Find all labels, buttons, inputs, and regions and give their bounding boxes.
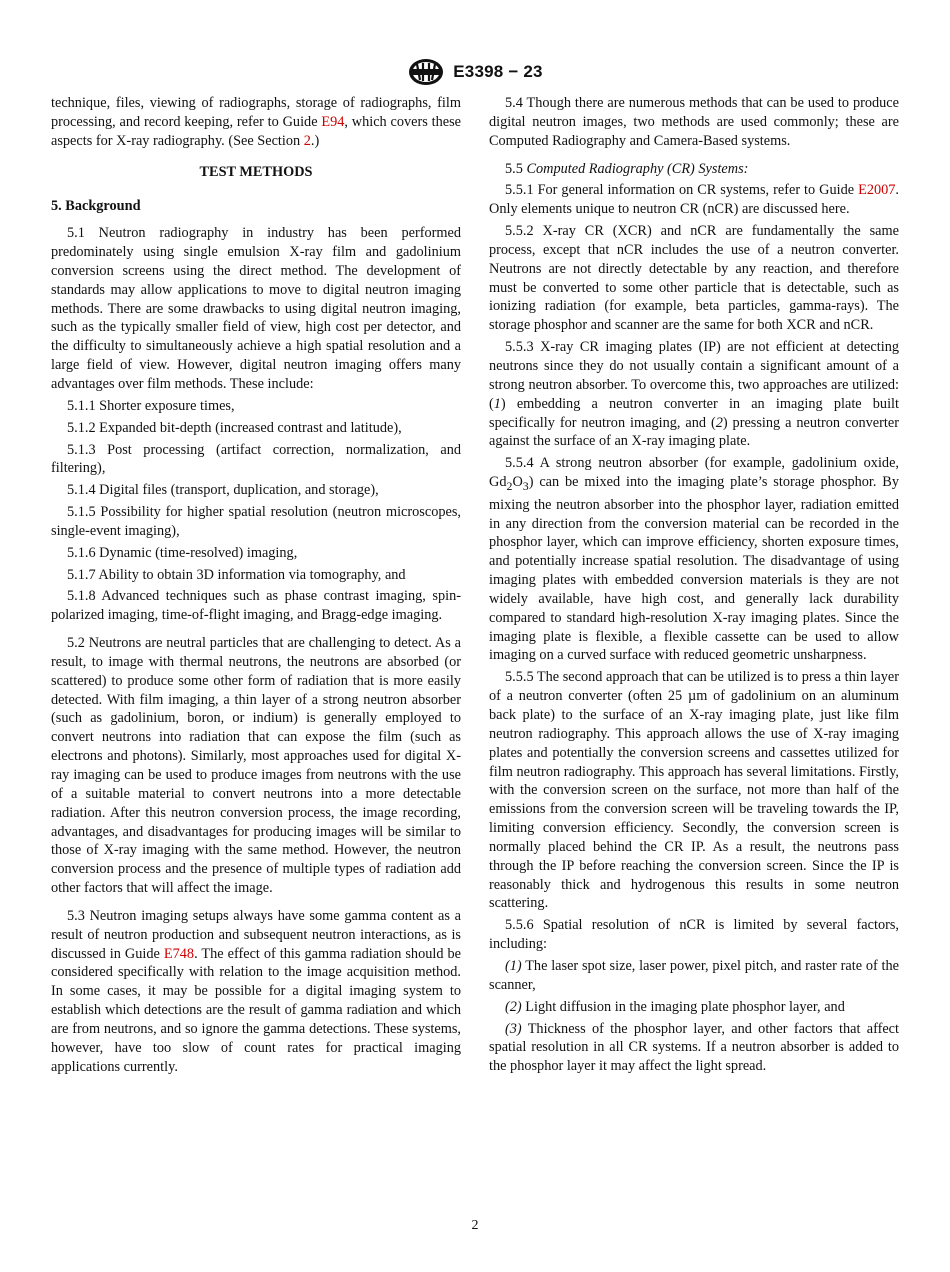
item-5-1-1: 5.1.1 Shorter exposure times, [67, 397, 235, 414]
paragraph-5-4: 5.4 Though there are numerous methods that can be used to produce digital neutron images, two methods are used commonly; these are Computed Radiography and Camera-Based systems. [489, 95, 899, 149]
paragraph-5-5-1: 5.5.1 For general information on CR systems, refer to Guide E2007. Only elements unique to neutron CR (nCR) are discussed here. [489, 182, 899, 218]
list-item-1: (1) The laser spot size, laser power, pixel pitch, and raster rate of the scanner, [489, 957, 899, 993]
item-5-1-6: 5.1.6 Dynamic (time-resolved) imaging, [67, 544, 298, 561]
paragraph-continued: technique, files, viewing of radiographs, storage of radiographs, film processing, and record keeping, refer to Guide E94, which covers these aspects for X-ray radiography. (See Section 2.) [51, 95, 461, 149]
right-column [489, 94, 899, 1079]
page-number: 2 [471, 1218, 479, 1233]
paragraph-5-5-2: 5.5.2 X-ray CR (XCR) and nCR are fundamentally the same process, except that nCR includes the use of a neutron converter. Neutrons are not directly detectable by any reaction, and therefore must be converted to some other particle that is detectable, such as ionizing radiation (for example, beta particles, gamma-rays). The storage phosphor and scanner are the same for both XCR and nCR. [489, 223, 899, 334]
paragraph-5-2: 5.2 Neutrons are neutral particles that are challenging to detect. As a result, to image with thermal neutrons, the neutrons are absorbed (or scattered) to produce some other form of radiation that is more easily detected. With film imaging, a thin layer of a strong neutron absorber (such as gadolinium, boron, or indium) is generally employed to convert neutrons into radiation that can expose the film (such as electrons and photons). Similarly, most approaches used for digital X-ray imaging can be used to produce images from neutrons with the use of a suitable material to convert neutrons into a more detectable radiation. After this neutron conversion process, the image recording, advantages, and disadvantages for producing images will be similar to those of X-ray imaging with the same method. However, the neutron conversion process and the presence of multiple types of radiation add other factors that will affect the image. [51, 635, 461, 897]
page-header [0, 56, 950, 88]
item-5-1-3: 5.1.3 Post processing (artifact correction, normalization, and filtering), [51, 441, 461, 477]
section-link-2[interactable]: 2 [303, 132, 311, 149]
item-5-1-8: 5.1.8 Advanced techniques such as phase contrast imaging, spin-polarized imaging, time-of-flight imaging, and Bragg-edge imaging. [51, 588, 461, 624]
section-5-heading: 5. Background [51, 198, 141, 215]
paragraph-5-5-6: 5.5.6 Spatial resolution of nCR is limited by several factors, including: [489, 917, 899, 953]
reference-link-e2007[interactable]: E2007 [858, 182, 896, 199]
paragraph-5-5-3: 5.5.3 X-ray CR imaging plates (IP) are not efficient at detecting neutrons since they do not usually contain a significant amount of a strong neutron absorber. To overcome this, two approaches are utilized: (1) embedding a neutron converter in an imaging plate built specifically for neutron imaging, and (2) pressing a neutron converter against the surface of an X-ray imaging plate. [489, 339, 899, 450]
document-id: E3398 − 23 [453, 62, 543, 81]
item-5-1-4: 5.1.4 Digital files (transport, duplication, and storage), [67, 482, 379, 499]
paragraph-5-5-5: 5.5.5 The second approach that can be utilized is to press a thin layer of a neutron converter (often 25 µm of gadolinium on an aluminum back plate) to the surface of an X-ray imaging plate, just like film neutron radiography. This approach allows the use of X-ray imaging plates and potentially the conversion screens and cassettes utilized for film neutron radiography. This approach has several limitations. Firstly, with the conversion screen on the surface, not more than half of the emissions from the conversion screen will be traveling towards the IP, limiting conversion efficiency. Secondly, the conversion screen is normally placed behind the CR IP. As a result, the neutrons pass through the IP before reaching the conversion screen. Since the IP is reasonably thick and hydrogenous this results in some neutron scattering. [489, 669, 899, 912]
test-methods-heading: TEST METHODS [199, 163, 313, 180]
paragraph-5-3: 5.3 Neutron imaging setups always have some gamma content as a result of neutron production and subsequent neutron interactions, as is discussed in Guide E748. The effect of this gamma radiation should be considered specifically with relation to the image acquisition method. In some cases, it may be possible for a digital imaging system to establish which detections are the result of gamma radiation and which are from neutrons, and so ignore the gamma detections. These systems, however, have too slow of count rates for practical imaging applications currently. [51, 907, 461, 1075]
paragraph-5-5-4: 5.5.4 A strong neutron absorber (for example, gadolinium oxide, $Gd_2O_3$) can be mixed into the imaging plate’s storage phosphor. By mixing the neutron absorber into the phosphor layer, radiation emitted in any direction from the conversion material can be recorded in the phosphor layer, which can improve efficiency, shorten exposure times, and potentially increase spatial resolution. The disadvantage of using imaging plates with embedded conversion materials is they are not widely available, have high cost, and generally lack durability compared to standard high-resolution X-ray imaging plates. Since the imaging plate is flexible, a flexible cassette can be used to allow imaging on a curved surface with reduced geometric unsharpness. [489, 455, 899, 664]
item-5-1-2: 5.1.2 Expanded bit-depth (increased contrast and latitude), [67, 419, 402, 436]
left-column [51, 94, 461, 1080]
item-5-1-7: 5.1.7 Ability to obtain 3D information via tomography, and [67, 566, 406, 583]
astm-logo-icon [407, 57, 445, 87]
list-item-2: (2) Light diffusion in the imaging plate phosphor layer, and [505, 998, 845, 1015]
list-item-3: (3) Thickness of the phosphor layer, and other factors that affect spatial resolution in all CR systems. If a neutron absorber is added to the phosphor layer it may affect the light spread. [489, 1020, 899, 1075]
paragraph-5-1: 5.1 Neutron radiography in industry has been performed predominately using single emulsion X-ray film and gadolinium conversion screens using the direct method. The development of standards may allow applications to move to digital neutron imaging methods. There are some drawbacks to using digital neutron imaging, such as the typically smaller field of view, high cost per detector, and the difficulty to simultaneously achieve a high spatial resolution and a large field of view. However, digital neutron imaging offers many advantages over film methods. These include: [51, 225, 461, 392]
reference-link-e94[interactable]: E94 [321, 113, 345, 130]
item-5-1-5: 5.1.5 Possibility for higher spatial resolution (neutron microscopes, single-event imaging), [51, 504, 461, 539]
reference-link-e748[interactable]: E748 [163, 945, 195, 962]
paragraph-5-5: 5.5 Computed Radiography (CR) Systems: [505, 160, 749, 177]
